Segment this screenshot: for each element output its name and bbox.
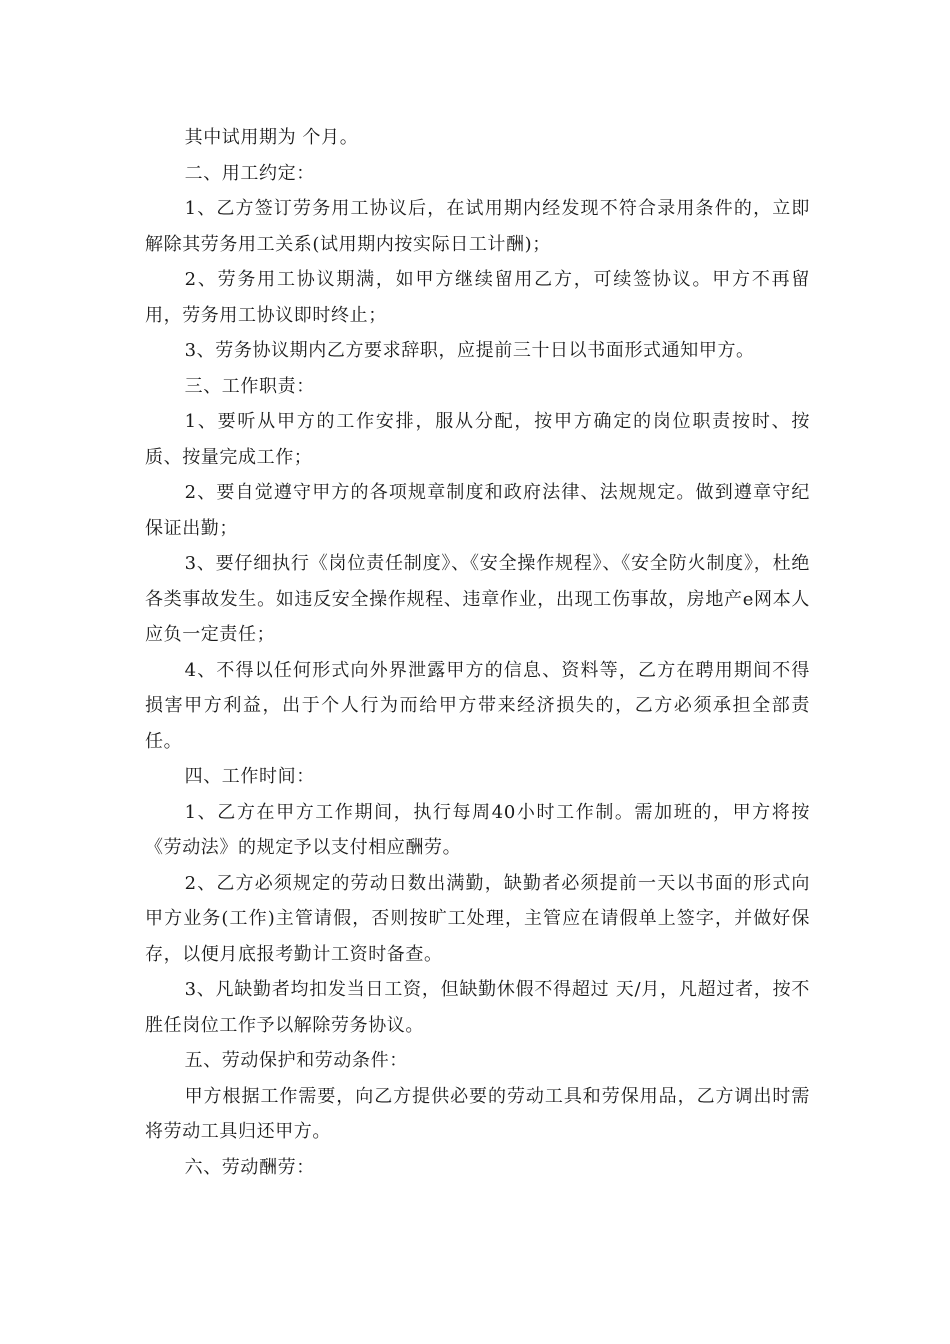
paragraph-term-3: 3、劳务协议期内乙方要求辞职，应提前三十日以书面形式通知甲方。 bbox=[184, 340, 755, 361]
paragraph-hours-3: 3、凡缺勤者均扣发当日工资，但缺勤休假不得超过 天/月，凡超过者，按不胜任岗位工作予以解除劳务协议。 bbox=[145, 979, 810, 1036]
paragraph-duty-2: 2、要自觉遵守甲方的各项规章制度和政府法律、法规规定。做到遵章守纪保证出勤； bbox=[145, 482, 810, 539]
paragraph-term-2: 2、劳务用工协议期满，如甲方继续留用乙方，可续签协议。甲方不再留用，劳务用工协议即时终止； bbox=[145, 269, 810, 326]
heading-working-hours: 四、工作时间： bbox=[184, 766, 315, 787]
heading-duties: 三、工作职责： bbox=[184, 375, 315, 397]
heading-labor-protection: 五、劳动保护和劳动条件： bbox=[184, 1050, 408, 1071]
paragraph-duty-1: 1、要听从甲方的工作安排，服从分配，按甲方确定的岗位职责按时、按质、按量完成工作； bbox=[145, 411, 810, 468]
heading-employment-terms: 二、用工约定： bbox=[184, 162, 315, 184]
paragraph-protection: 甲方根据工作需要，向乙方提供必要的劳动工具和劳保用品，乙方调出时需将劳动工具归还甲方。 bbox=[145, 1085, 810, 1142]
document-body bbox=[145, 120, 810, 1185]
paragraph-probation: 其中试用期为 个月。 bbox=[184, 127, 359, 148]
paragraph-hours-1: 1、乙方在甲方工作期间，执行每周40小时工作制。需加班的，甲方将按《劳动法》的规定予以支付相应酬劳。 bbox=[145, 801, 810, 858]
heading-remuneration: 六、劳动酬劳： bbox=[184, 1156, 315, 1178]
paragraph-duty-4: 4、不得以任何形式向外界泄露甲方的信息、资料等，乙方在聘用期间不得损害甲方利益，出于个人行为而给甲方带来经济损失的，乙方必须承担全部责任。 bbox=[145, 659, 810, 752]
paragraph-duty-3: 3、要仔细执行《岗位责任制度》、《安全操作规程》、《安全防火制度》，杜绝各类事故发生。如违反安全操作规程、违章作业，出现工伤事故，房地产e网本人应负一定责任； bbox=[145, 553, 810, 645]
paragraph-hours-2: 2、乙方必须规定的劳动日数出满勤，缺勤者必须提前一天以书面的形式向甲方业务(工作)主管请假，否则按旷工处理，主管应在请假单上签字，并做好保存，以便月底报考勤计工资时备查。 bbox=[145, 872, 810, 965]
paragraph-term-1: 1、乙方签订劳务用工协议后，在试用期内经发现不符合录用条件的，立即解除其劳务用工关系(试用期内按实际日工计酬)； bbox=[145, 198, 810, 255]
